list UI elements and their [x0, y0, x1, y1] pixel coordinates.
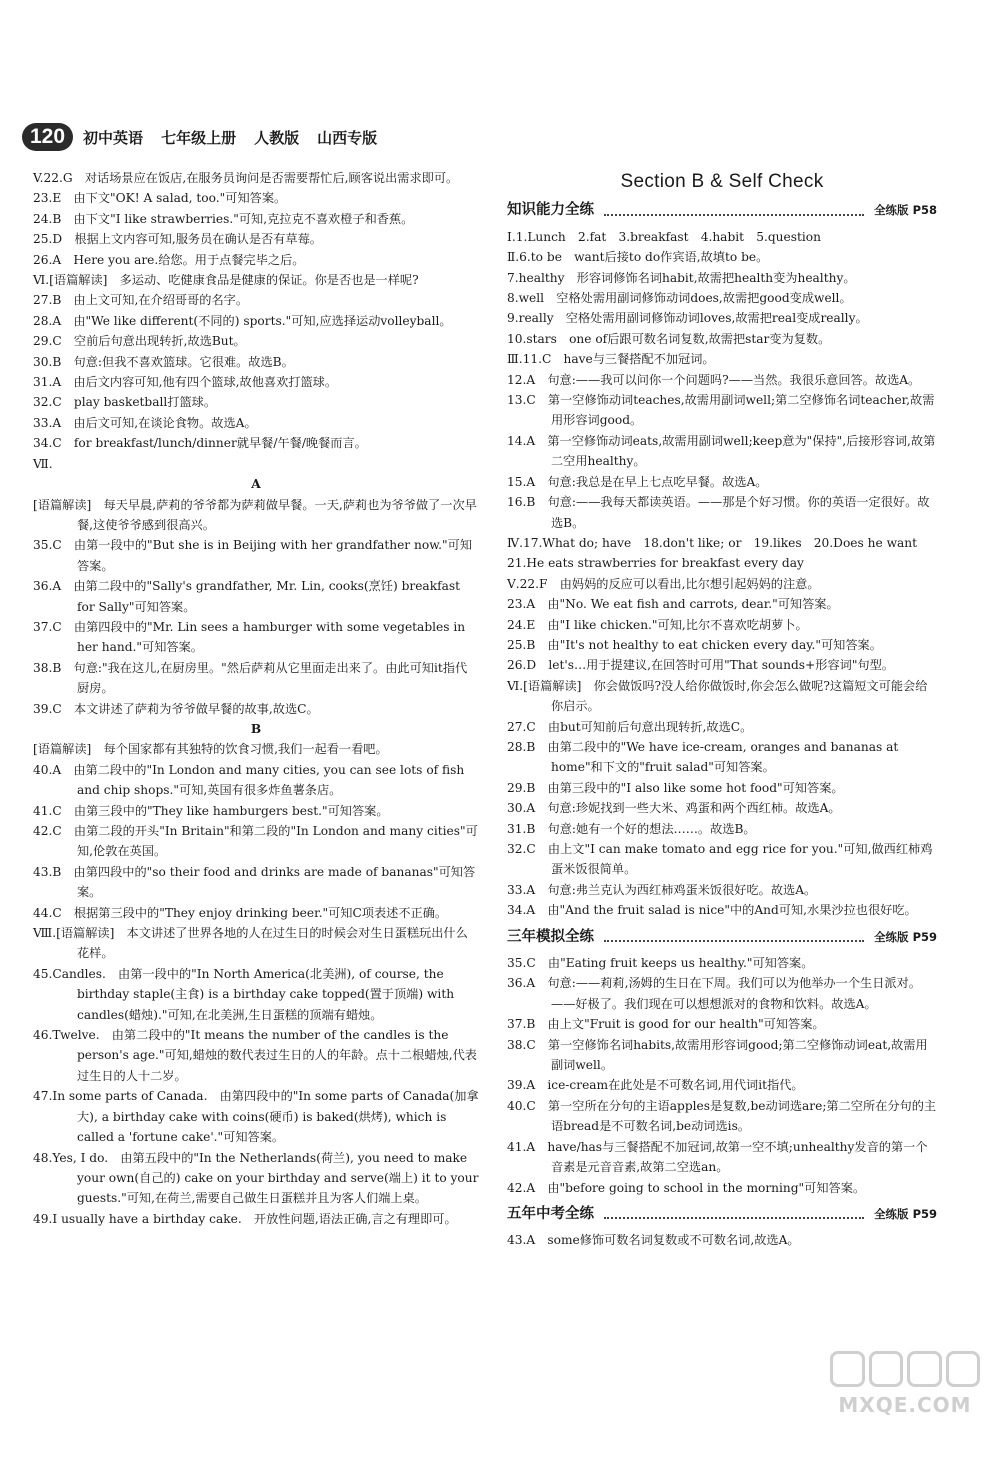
- answer-item: 27.B 由上文可知,在介绍哥哥的名字。: [33, 293, 249, 308]
- answer-item: 45.Candles. 由第一段中的"In North America(北美洲), of course, the birthday staple(主食) is a birthday cake topped(置于顶端) with candles(蜡烛)."可知,在北美洲,生日蛋糕的顶端有蜡烛。: [33, 966, 455, 1022]
- answer-item: 14.A 第一空修饰动词eats,故需用副词well;keep意为"保持",后接形容词,故第二空用healthy。: [507, 433, 936, 469]
- section-title: Section B & Self Check: [620, 171, 824, 192]
- answer-item: 49.I usually have a birthday cake. 开放性问题,语法正确,言之有理即可。: [33, 1211, 457, 1226]
- bar-title: 三年模拟全练: [507, 928, 594, 945]
- answer-item: 29.C 空前后句意出现转折,故选But。: [33, 334, 246, 349]
- answer-item: Ⅱ.6.to be want后接to do作宾语,故填to be。: [507, 250, 769, 265]
- answer-item: 9.really 空格处需用副词修饰动词loves,故需把real变成really。: [507, 311, 868, 326]
- answer-item: 29.B 由第三段中的"I also like some hot food"可知答案。: [507, 780, 844, 795]
- section-bar-knowledge: [507, 200, 937, 220]
- section-bar-three-year: [507, 927, 937, 947]
- answer-item: 38.B 句意:"我在这儿,在厨房里。"然后萨莉从它里面走出来了。由此可知it指代厨房。: [33, 660, 468, 696]
- answer-item: 21.He eats strawberries for breakfast every day: [507, 556, 804, 571]
- answer-item: 43.B 由第四段中的"so their food and drinks are made of bananas"可知答案。: [33, 864, 476, 900]
- answer-item: 32.C play basketball打篮球。: [33, 395, 217, 410]
- dotted-leader: [604, 1209, 864, 1219]
- passage-label-b: B: [250, 721, 262, 736]
- header-edition: 人教版: [254, 128, 300, 147]
- answer-item: 33.A 由后文可知,在谈论食物。故选A。: [33, 415, 257, 430]
- header-region: 山西专版: [317, 128, 378, 147]
- answer-item: [语篇解读] 每天早晨,萨莉的爷爷都为萨莉做早餐。一天,萨莉也为爷爷做了一次早餐,这使爷爷感到很高兴。: [33, 497, 477, 532]
- answer-item: 34.A 由"And the fruit salad is nice"中的And可知,水果沙拉也很好吃。: [507, 903, 917, 918]
- answer-item: 16.B 句意:——我每天都读英语。——那是个好习惯。你的英语一定很好。故选B。: [507, 495, 930, 530]
- answer-item: 27.C 由but可知前后句意出现转折,故选C。: [507, 719, 753, 734]
- answer-item: 42.A 由"before going to school in the morning"可知答案。: [507, 1180, 866, 1195]
- answer-item: 31.A 由后文内容可知,他有四个篮球,故他喜欢打篮球。: [33, 375, 338, 390]
- answer-item: 32.C 由上文"I can make tomato and egg rice for you."可知,做西红柿鸡蛋米饭很简单。: [507, 842, 933, 877]
- answer-item: 47.In some parts of Canada. 由第四段中的"In some parts of Canada(加拿大), a birthday cake with coins(硬币) is baked(烘烤), which is called a 'fortune cake'."可知答案。: [33, 1089, 479, 1145]
- answer-item: 44.C 根据第三段中的"They enjoy drinking beer."可知C项表述不正确。: [33, 905, 448, 920]
- section-bar-five-year: [507, 1204, 937, 1224]
- answer-item: 8.well 空格处需用副词修饰动词does,故需把good变成well。: [507, 291, 852, 306]
- header-subject: 初中英语: [83, 128, 144, 147]
- answer-item: Ⅴ.22.F 由妈妈的反应可以看出,比尔想引起妈妈的注意。: [507, 576, 820, 591]
- answer-item: 24.B 由下文"I like strawberries."可知,克拉克不喜欢橙子和香蕉。: [33, 211, 414, 226]
- answer-item: Ⅵ.[语篇解读] 多运动、吃健康食品是健康的保证。你是否也是一样呢?: [33, 273, 419, 288]
- answer-item: Ⅳ.17.What do; have 18.don't like; or 19.likes 20.Does he want: [507, 535, 918, 550]
- answer-item: 26.A Here you are.给您。用于点餐完毕之后。: [33, 252, 305, 267]
- answer-item: 28.B 由第二段中的"We have ice-cream, oranges and bananas at home"和下文的"fruit salad"可知答案。: [507, 739, 899, 775]
- answer-item: 33.A 句意:弗兰克认为西红柿鸡蛋米饭很好吃。故选A。: [507, 882, 817, 897]
- answer-item: 34.C for breakfast/lunch/dinner就早餐/午餐/晚餐而言。: [33, 436, 367, 451]
- answer-item: 36.A 句意:——莉莉,汤姆的生日在下周。我们可以为他举办一个生日派对。——好极了。我们现在可以想想派对的食物和饮料。故选A。: [507, 976, 921, 1011]
- bar-version: 全练版 P59: [874, 929, 937, 944]
- answer-item: Ⅲ.11.C have与三餐搭配不加冠词。: [507, 352, 715, 367]
- answer-item: 37.C 由第四段中的"Mr. Lin sees a hamburger with some vegetables in her hand."可知答案。: [33, 619, 466, 655]
- answer-item: 12.A 句意:——我可以问你一个问题吗?——当然。我很乐意回答。故选A。: [507, 372, 921, 387]
- answer-item: 42.C 由第二段的开头"In Britain"和第二段的"In London and many cities"可知,伦敦在英国。: [33, 824, 478, 859]
- answer-item: 7.healthy 形容词修饰名词habit,故需把health变为healthy。: [507, 270, 856, 285]
- answer-item: 28.A 由"We like different(不同的) sports."可知,应选择运动volleyball。: [33, 313, 452, 328]
- answer-item: 24.E 由"I like chicken."可知,比尔不喜欢吃胡萝卜。: [507, 617, 808, 632]
- answer-item: Ⅵ.[语篇解读] 你会做饭吗?没人给你做饭时,你会怎么做呢?这篇短文可能会给你启示。: [507, 678, 928, 714]
- dotted-leader: [604, 932, 864, 942]
- bar-version: 全练版 P59: [874, 1206, 937, 1221]
- answer-item: 46.Twelve. 由第二段中的"It means the number of the candles is the person's age."可知,蜡烛的数代表过生日的人的年龄。点十二根蜡烛,代表过生日的人十二岁。: [33, 1028, 477, 1083]
- answer-item: 10.stars one of后跟可数名词复数,故需把star变为复数。: [507, 331, 831, 346]
- answer-item: 23.E 由下文"OK! A salad, too."可知答案。: [33, 191, 287, 206]
- answer-item: 13.C 第一空修饰动词teaches,故需用副词well;第二空修饰名词teacher,故需用形容词good。: [507, 393, 935, 428]
- watermark-logo-icon: [830, 1351, 980, 1387]
- bar-title: 知识能力全练: [507, 202, 594, 219]
- bar-title: 五年中考全练: [507, 1205, 594, 1222]
- answer-item: 30.A 句意:珍妮找到一些大米、鸡蛋和两个西红柿。故选A。: [507, 801, 841, 816]
- answer-item: 40.A 由第二段中的"In London and many cities, you can see lots of fish and chip shops."可知,英国有很多炸鱼薯条店。: [33, 762, 465, 798]
- answer-item: 41.A have/has与三餐搭配不加冠词,故第一空不填;unhealthy发音的第一个音素是元音音素,故第二空选an。: [507, 1139, 928, 1175]
- watermark-url: MXQE.COM: [838, 1393, 972, 1417]
- answer-item: 43.A some修饰可数名词复数或不可数名词,故选A。: [507, 1233, 800, 1248]
- answer-item: 39.A ice-cream在此处是不可数名词,用代词it指代。: [507, 1078, 804, 1093]
- answer-item: 38.C 第一空修饰名词habits,故需用形容词good;第二空修饰动词eat,故需用副词well。: [507, 1037, 928, 1073]
- answer-item: 25.B 由"It's not healthy to eat chicken every day."可知答案。: [507, 637, 882, 652]
- answer-item: Ⅰ.1.Lunch 2.fat 3.breakfast 4.habit 5.question: [507, 229, 821, 244]
- right-column: [507, 168, 937, 1251]
- answer-item: 39.C 本文讲述了萨莉为爷爷做早餐的故事,故选C。: [33, 701, 319, 716]
- answer-item: 30.B 句意:但我不喜欢篮球。它很难。故选B。: [33, 354, 294, 369]
- answer-item: 26.D let's…用于提建议,在回答时可用"That sounds+形容词"句型。: [507, 658, 894, 673]
- passage-label-a: A: [251, 477, 261, 492]
- answer-item: 31.B 句意:她有一个好的想法……。故选B。: [507, 821, 756, 836]
- answer-item: 35.C 由"Eating fruit keeps us healthy."可知答案。: [507, 956, 814, 971]
- answer-item: Ⅷ.[语篇解读] 本文讲述了世界各地的人在过生日的时候会对生日蛋糕玩出什么花样。: [33, 926, 468, 961]
- answer-item: 37.B 由上文"Fruit is good for our health"可知答案。: [507, 1017, 825, 1032]
- answer-item: [语篇解读] 每个国家都有其独特的饮食习惯,我们一起看一看吧。: [33, 742, 388, 757]
- header-grade: 七年级上册: [161, 128, 237, 147]
- bar-version: 全练版 P58: [874, 203, 937, 218]
- answer-item: 15.A 句意:我总是在早上七点吃早餐。故选A。: [507, 474, 768, 489]
- answer-item: 41.C 由第三段中的"They like hamburgers best."可知答案。: [33, 803, 389, 818]
- answer-item: 35.C 由第一段中的"But she is in Beijing with her grandfather now."可知答案。: [33, 538, 473, 573]
- page-header: [22, 120, 395, 154]
- answer-item: 25.D 根据上文内容可知,服务员在确认是否有草莓。: [33, 232, 322, 247]
- page-number: 120: [22, 123, 73, 151]
- answer-item: 40.C 第一空所在分句的主语apples是复数,be动词选are;第二空所在分句的主语bread是不可数名词,be动词选is。: [507, 1098, 937, 1134]
- left-column: [33, 168, 479, 1229]
- answer-item: 36.A 由第二段中的"Sally's grandfather, Mr. Lin, cooks(烹饪) breakfast for Sally"可知答案。: [33, 579, 461, 614]
- answer-item: 23.A 由"No. We eat fish and carrots, dear."可知答案。: [507, 597, 839, 612]
- answer-item: V.22.G 对话场景应在饭店,在服务员询问是否需要帮忙后,顾客说出需求即可。: [33, 171, 459, 185]
- answer-item: 48.Yes, I do. 由第五段中的"In the Netherlands(荷兰), you need to make your own(自己的) cake on your birthday and serve(端上) it to your guests."可知,在荷兰,需要自己做生日蛋糕并且为客人们端上桌。: [33, 1150, 479, 1206]
- section-numeral: Ⅶ.: [33, 456, 53, 471]
- dotted-leader: [604, 206, 864, 216]
- site-watermark: [830, 1351, 980, 1443]
